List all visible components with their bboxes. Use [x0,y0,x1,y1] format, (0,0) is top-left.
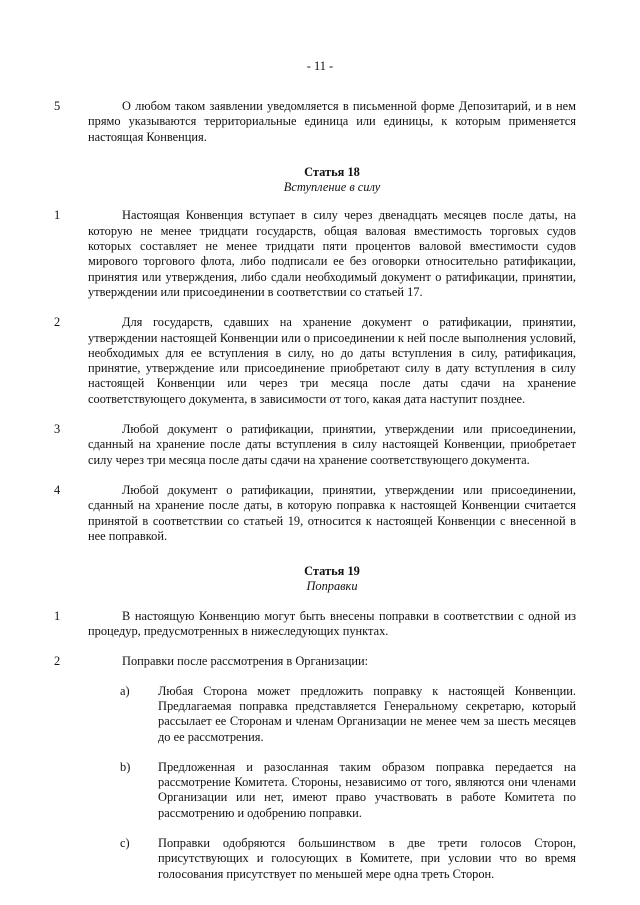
article-18-paragraph-2 [54,315,576,407]
paragraph-number: 5 [54,99,61,113]
article-title: Статья 18 [304,164,360,179]
paragraph-text: Любой документ о ратификации, принятии, утверждении или присоединении, сданный на хранение после даты вступления в силу настоящей Конвенции, приобретает силу через три месяца после даты сдачи на хранение соответствующего документа. [88,422,576,467]
article-title: Статья 19 [304,564,360,579]
page-number: - 11 - [306,59,334,73]
article-18-paragraph-1 [54,208,576,300]
paragraph-text: В настоящую Конвенцию могут быть внесены поправки в соответствии с одной из процедур, предусмотренных в нижеследующих пунктах. [88,608,576,639]
paragraph-number: 1 [54,608,61,623]
paragraph-number: 1 [54,208,61,223]
article-18-heading [88,165,576,196]
subitem-a [120,683,576,745]
article-19-paragraph-1 [54,608,576,640]
subitem-letter: a) [120,683,130,698]
article-18-paragraph-4 [54,482,576,544]
subitem-b [120,759,576,821]
document-body [54,99,576,882]
subitem-c [120,835,576,882]
paragraph-text: Любой документ о ратификации, принятии, утверждении или присоединении, сданный на хранение после даты, в которую поправка к настоящей Конвенции считается принятой в соответствии со статьей 19, относится к настоящей Конвенции с внесенной в нее поправкой. [88,482,576,543]
paragraph-number: 2 [54,654,61,669]
subitem-text: Поправки одобряются большинством в две трети голосов Сторон, присутствующих и голосующих в Комитете, при условии что во время голосования присутствует по меньшей мере одна треть Сторон. [158,835,576,881]
subitem-letter: b) [120,759,131,774]
article-18-paragraph-3 [54,422,576,468]
paragraph-text: О любом таком заявлении уведомляется в письменной форме Депозитарий, и в нем прямо указываются территориальные единица или единицы, к которым применяется настоящая Конвенция. [88,99,576,144]
subitem-text: Любая Сторона может предложить поправку к настоящей Конвенции. Предлагаемая поправка представляется Генеральному секретарю, который рассылает ее Сторонам и членам Организации не менее чем за шесть месяцев до ее рассмотрения. [158,683,576,744]
paragraph-number: 2 [54,315,61,330]
subitem-letter: c) [120,835,130,850]
subitem-text: Предложенная и разосланная таким образом поправка передается на рассмотрение Комитета. Стороны, независимо от того, являются они членами Организации или нет, имеют право участвовать в работе Комитета по рассмотрению и одобрению поправки. [158,759,576,820]
article-subtitle: Вступление в силу [283,180,381,195]
paragraph-text: Для государств, сдавших на хранение документ о ратификации, принятии, утверждении настоящей Конвенции или о присоединении к ней после выполнения условий, необходимых для ее вступления в силу, но до даты вступления в силу, ратификация, принятие, утверждение или присоединение приобретают силу в дату вступления в силу настоящей Конвенции или через три месяца после даты сдачи на хранение соответствующего документа, в зависимости от того, какая дата наступит позднее. [88,315,576,406]
article-subtitle: Поправки [306,579,358,594]
paragraph-text: Настоящая Конвенция вступает в силу через двенадцать месяцев после даты, на которую не менее тридцати государств, общая валовая вместимость торговых судов которых составляет не менее тридцати пяти процентов валовой вместимости судов мирового торгового флота, либо подписали ее без оговорки относительно ратификации, принятия или утверждения, либо сдали необходимый документ о ратификации, принятии, утверждении или присоединении в соответствии со статьей 17. [88,208,576,299]
article-17-paragraph-5 [54,99,576,145]
paragraph-text: Поправки после рассмотрения в Организации: [122,654,369,669]
paragraph-number: 4 [54,482,61,497]
paragraph-number: 3 [54,422,61,437]
article-19-heading [88,564,576,595]
article-19-paragraph-2 [54,654,576,669]
